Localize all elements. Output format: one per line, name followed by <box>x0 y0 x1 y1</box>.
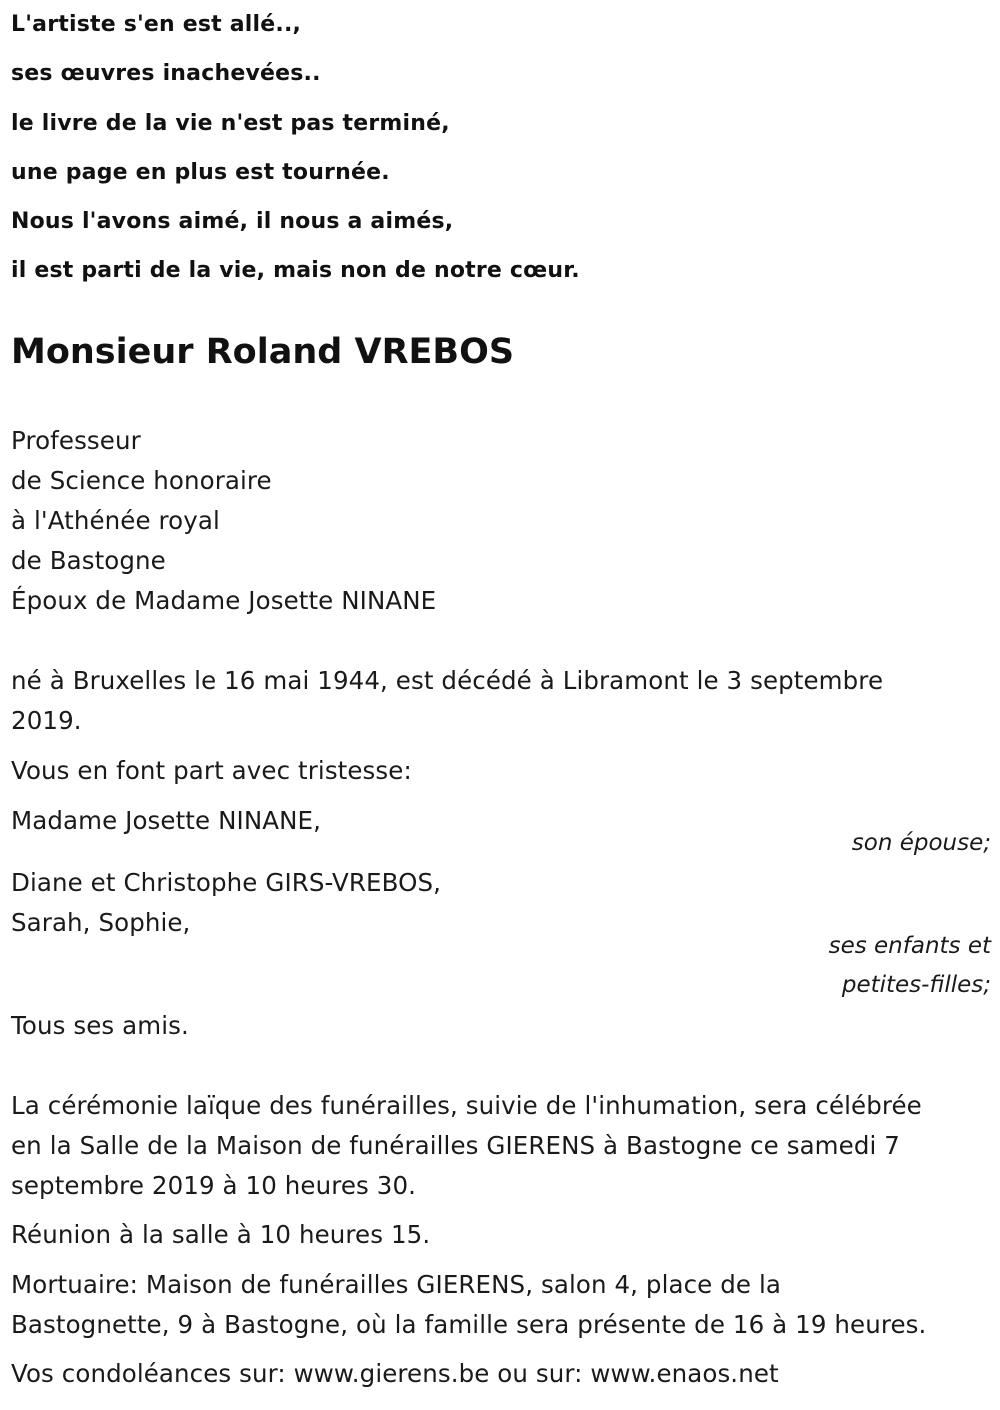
children-relation: petites-filles; <box>841 972 991 998</box>
mortuary-line: Mortuaire: Maison de funérailles GIERENS, salon 4, place de la <box>11 1270 781 1299</box>
spouse-name: Madame Josette NINANE, <box>11 806 322 835</box>
poem-line: Nous l'avons aimé, il nous a aimés, <box>11 209 454 234</box>
poem-line: une page en plus est tournée. <box>11 160 390 185</box>
ceremony-line: La cérémonie laïque des funérailles, suivie de l'inhumation, sera célébrée <box>11 1091 922 1120</box>
deceased-name: Monsieur Roland VREBOS <box>11 332 515 372</box>
friends-line: Tous ses amis. <box>11 1011 189 1040</box>
children-line: Sarah, Sophie, <box>11 908 191 937</box>
title-line: à l'Athénée royal <box>11 506 220 535</box>
spouse-title-line: Époux de Madame Josette NINANE <box>11 586 437 615</box>
poem-line: il est parti de la vie, mais non de notre cœur. <box>11 258 580 283</box>
ceremony-line: septembre 2019 à 10 heures 30. <box>11 1171 417 1200</box>
announcement-intro: Vous en font part avec tristesse: <box>11 756 412 785</box>
condolences-line: Vos condoléances sur: www.gierens.be ou sur: www.enaos.net <box>11 1359 779 1388</box>
meeting-line: Réunion à la salle à 10 heures 15. <box>11 1220 431 1249</box>
poem-line: L'artiste s'en est allé.., <box>11 12 302 37</box>
birth-death-line: né à Bruxelles le 16 mai 1944, est décédé à Libramont le 3 septembre <box>11 666 884 695</box>
children-line: Diane et Christophe GIRS-VREBOS, <box>11 868 442 897</box>
title-line: de Science honoraire <box>11 466 272 495</box>
poem-line: ses œuvres inachevées.. <box>11 61 321 86</box>
children-relation: ses enfants et <box>828 933 991 959</box>
title-line: Professeur <box>11 426 141 455</box>
birth-death-line: 2019. <box>11 706 82 735</box>
poem-line: le livre de la vie n'est pas terminé, <box>11 111 450 136</box>
ceremony-line: en la Salle de la Maison de funérailles GIERENS à Bastogne ce samedi 7 <box>11 1131 900 1160</box>
spouse-relation: son épouse; <box>851 830 991 856</box>
title-line: de Bastogne <box>11 546 166 575</box>
mortuary-line: Bastognette, 9 à Bastogne, où la famille sera présente de 16 à 19 heures. <box>11 1310 927 1339</box>
